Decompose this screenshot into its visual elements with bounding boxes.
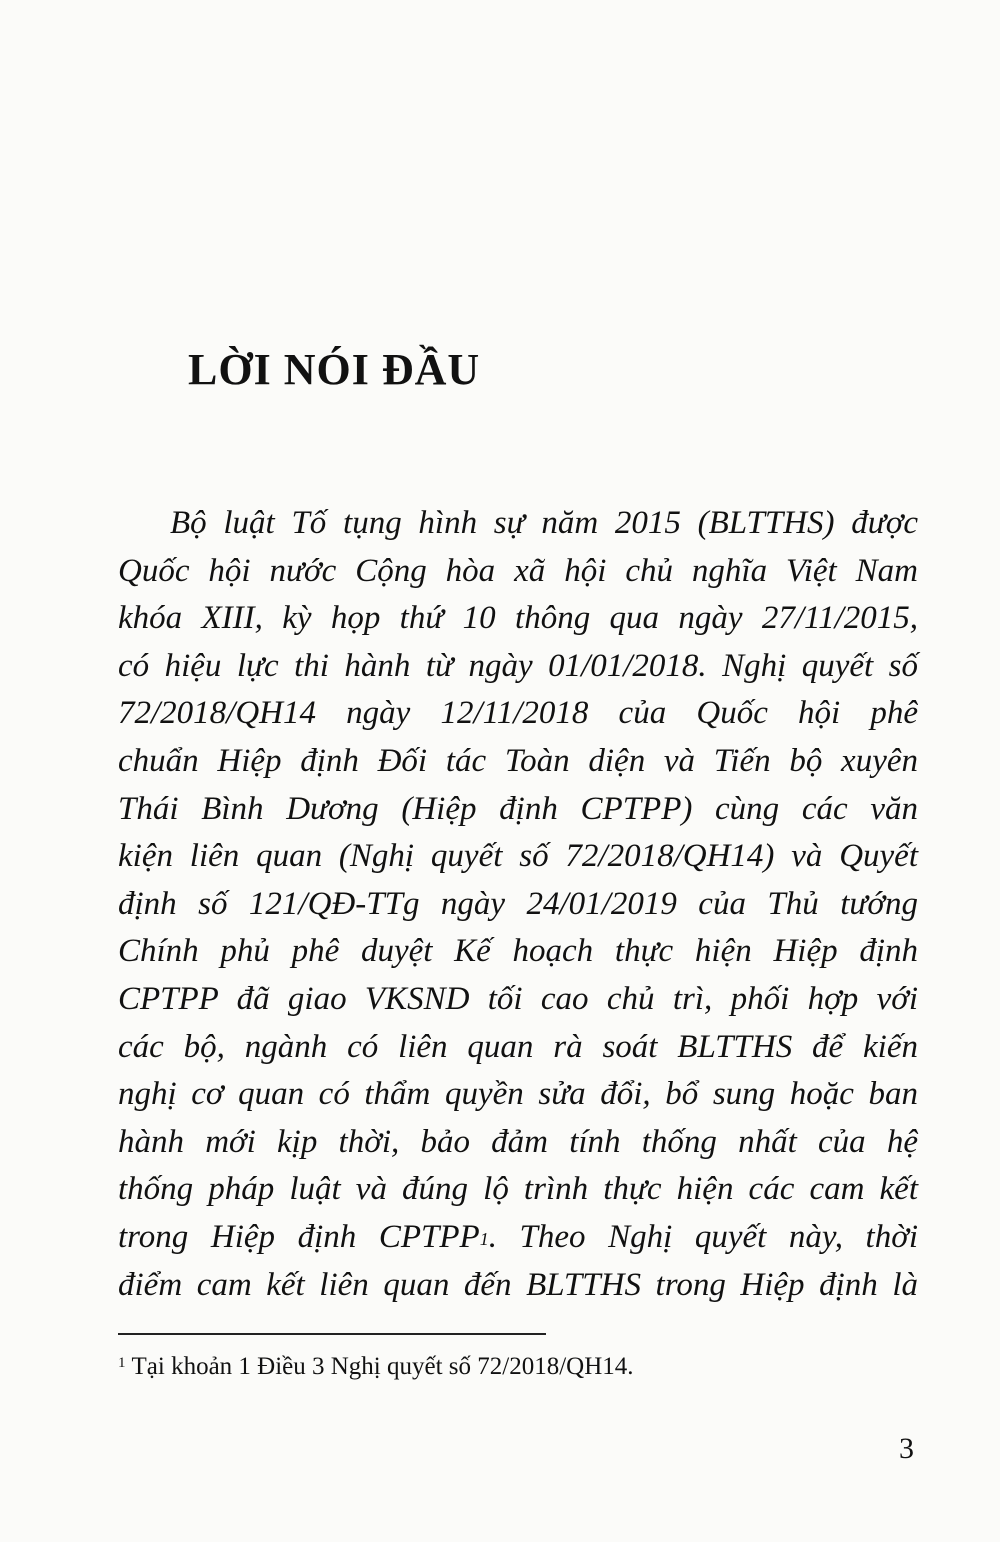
- footnote-divider: [118, 1333, 546, 1335]
- body-line: kiện liên quan (Nghị quyết số 72/2018/QH14) và Quyết: [118, 838, 918, 875]
- page-number: 3: [899, 1432, 914, 1465]
- body-text-segment: . Theo Nghị quyết này, thời: [488, 1218, 918, 1255]
- body-text-segment: trong Hiệp định CPTPP: [118, 1218, 480, 1255]
- body-line: các bộ, ngành có liên quan rà soát BLTTHS để kiến: [118, 1028, 918, 1065]
- footnote: [118, 1352, 634, 1382]
- body-line-with-footnote: [118, 1214, 918, 1262]
- preface-body: [118, 500, 918, 1309]
- body-line: hành mới kịp thời, bảo đảm tính thống nhất của hệ: [118, 1123, 918, 1160]
- body-line: Chính phủ phê duyệt Kế hoạch thực hiện Hiệp định: [118, 933, 918, 970]
- footnote-number: 1: [118, 1355, 126, 1371]
- body-line: 72/2018/QH14 ngày 12/11/2018 của Quốc hội phê: [118, 695, 918, 732]
- body-line: Quốc hội nước Cộng hòa xã hội chủ nghĩa Việt Nam: [118, 552, 918, 589]
- body-line: CPTPP đã giao VKSND tối cao chủ trì, phối hợp với: [118, 980, 918, 1017]
- body-line: thống pháp luật và đúng lộ trình thực hiện các cam kết: [118, 1171, 918, 1208]
- body-line: Bộ luật Tố tụng hình sự năm 2015 (BLTTHS) được: [170, 505, 918, 541]
- footnote-reference[interactable]: 1: [479, 1228, 489, 1249]
- body-line: chuẩn Hiệp định Đối tác Toàn diện và Tiến bộ xuyên: [118, 742, 918, 779]
- footnote-text: Tại khoản 1 Điều 3 Nghị quyết số 72/2018/QH14.: [131, 1353, 634, 1380]
- page-heading: LỜI NÓI ĐẦU: [188, 345, 481, 394]
- body-line: nghị cơ quan có thẩm quyền sửa đổi, bổ sung hoặc ban: [118, 1076, 918, 1113]
- body-line: khóa XIII, kỳ họp thứ 10 thông qua ngày 27/11/2015,: [118, 600, 918, 637]
- body-line: có hiệu lực thi hành từ ngày 01/01/2018. Nghị quyết số: [118, 647, 918, 684]
- body-line: Thái Bình Dương (Hiệp định CPTPP) cùng các văn: [118, 790, 918, 827]
- body-line: định số 121/QĐ-TTg ngày 24/01/2019 của Thủ tướng: [118, 885, 918, 922]
- body-line: điểm cam kết liên quan đến BLTTHS trong Hiệp định là: [118, 1266, 918, 1303]
